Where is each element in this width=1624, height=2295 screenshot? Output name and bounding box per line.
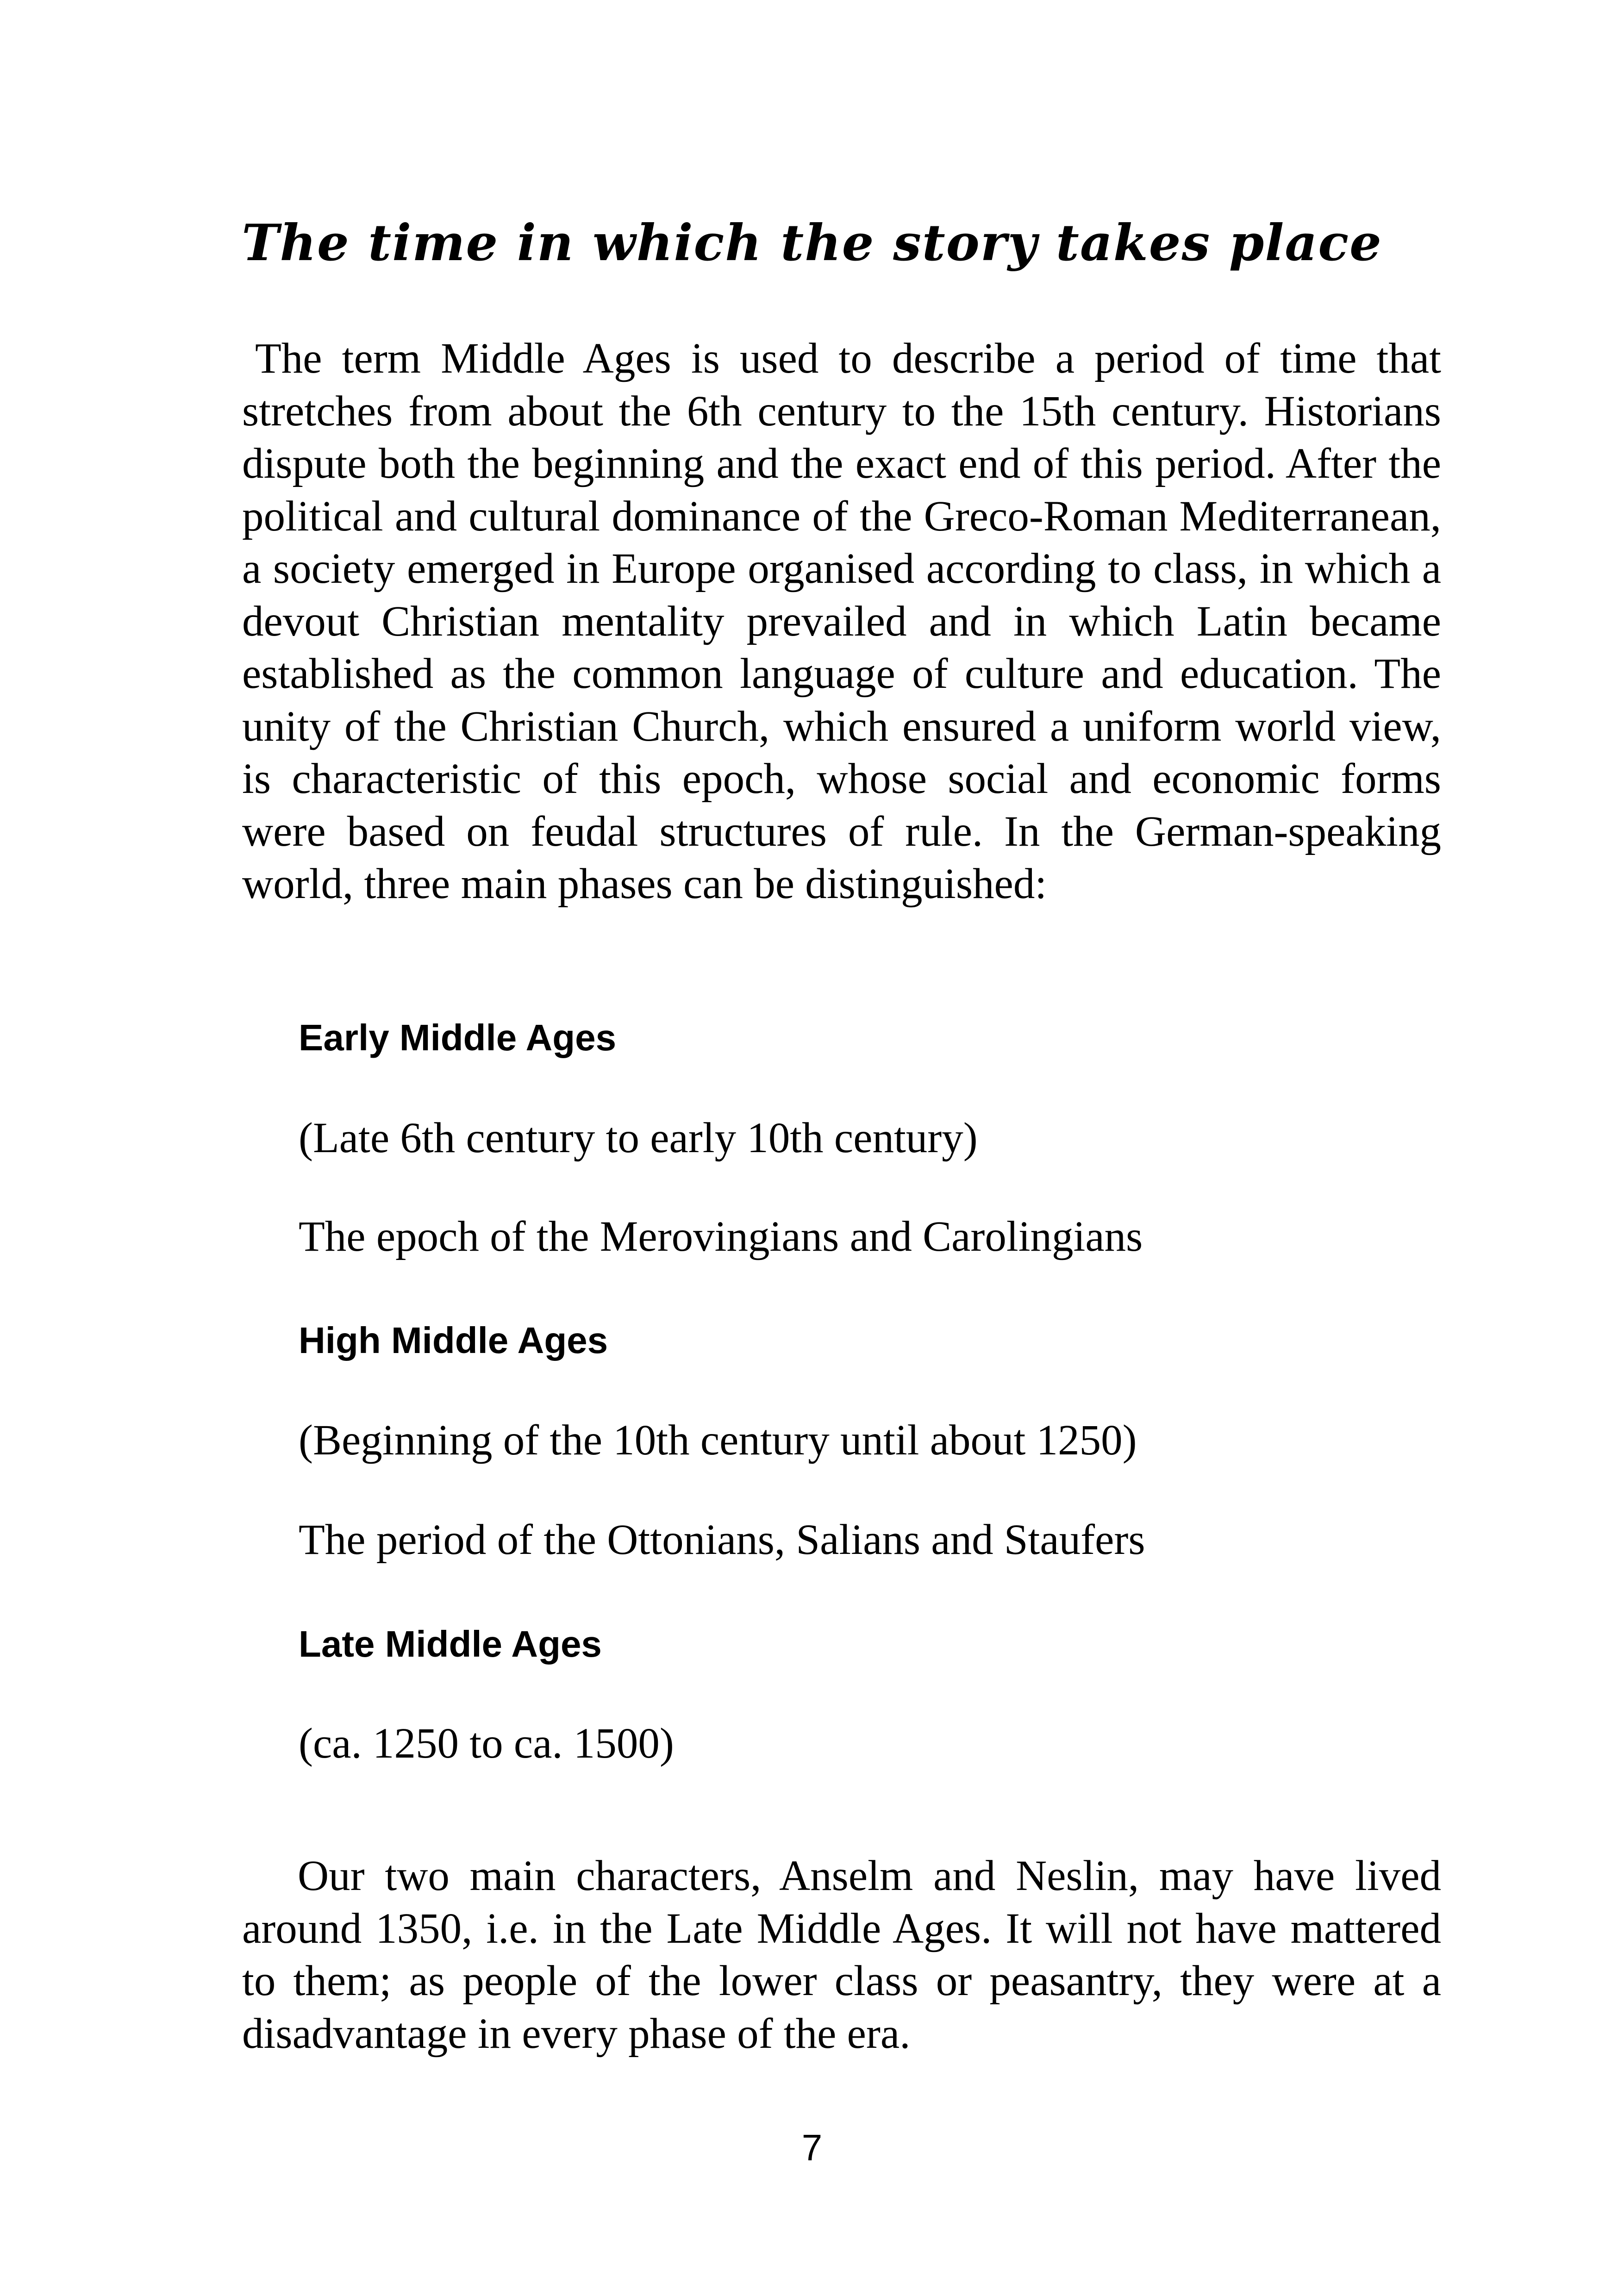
phase-heading-high: High Middle Ages <box>299 1320 608 1361</box>
phase-description-high: The period of the Ottonians, Salians and Staufers <box>299 1516 1145 1564</box>
phase-period-late: (ca. 1250 to ca. 1500) <box>299 1720 674 1767</box>
page-number: 7 <box>801 2127 823 2168</box>
phase-heading-early: Early Middle Ages <box>299 1017 617 1058</box>
closing-paragraph: Our two main characters, Anselm and Neslin, may have lived around 1350, i.e. in the Late Middle Ages. It will not have mattered to them; as people of the lower class or peasantry, they were at a disadvantage in every phase of the era. <box>242 1852 1441 2058</box>
phase-description-early: The epoch of the Merovingians and Carolingians <box>299 1213 1143 1260</box>
page-title: The time in which the story takes place <box>242 214 1382 272</box>
phase-period-high: (Beginning of the 10th century until about 1250) <box>299 1416 1137 1464</box>
phase-period-early: (Late 6th century to early 10th century) <box>299 1114 978 1162</box>
intro-paragraph: The term Middle Ages is used to describe a period of time that stretches from about the 6th century to the 15th century. Historians dispute both the beginning and the exact end of this period. After the political and cultural dominance of the Greco-Roman Mediterranean, a society emerged in Europe organised according to class, in which a devout Christian mentality prevailed and in which Latin became established as the common language of culture and education. The unity of the Christian Church, which ensured a uniform world view, is characteristic of this epoch, whose social and economic forms were based on feudal structures of rule. In the German-speaking world, three main phases can be distinguished: <box>242 335 1441 908</box>
phase-heading-late: Late Middle Ages <box>299 1623 602 1665</box>
